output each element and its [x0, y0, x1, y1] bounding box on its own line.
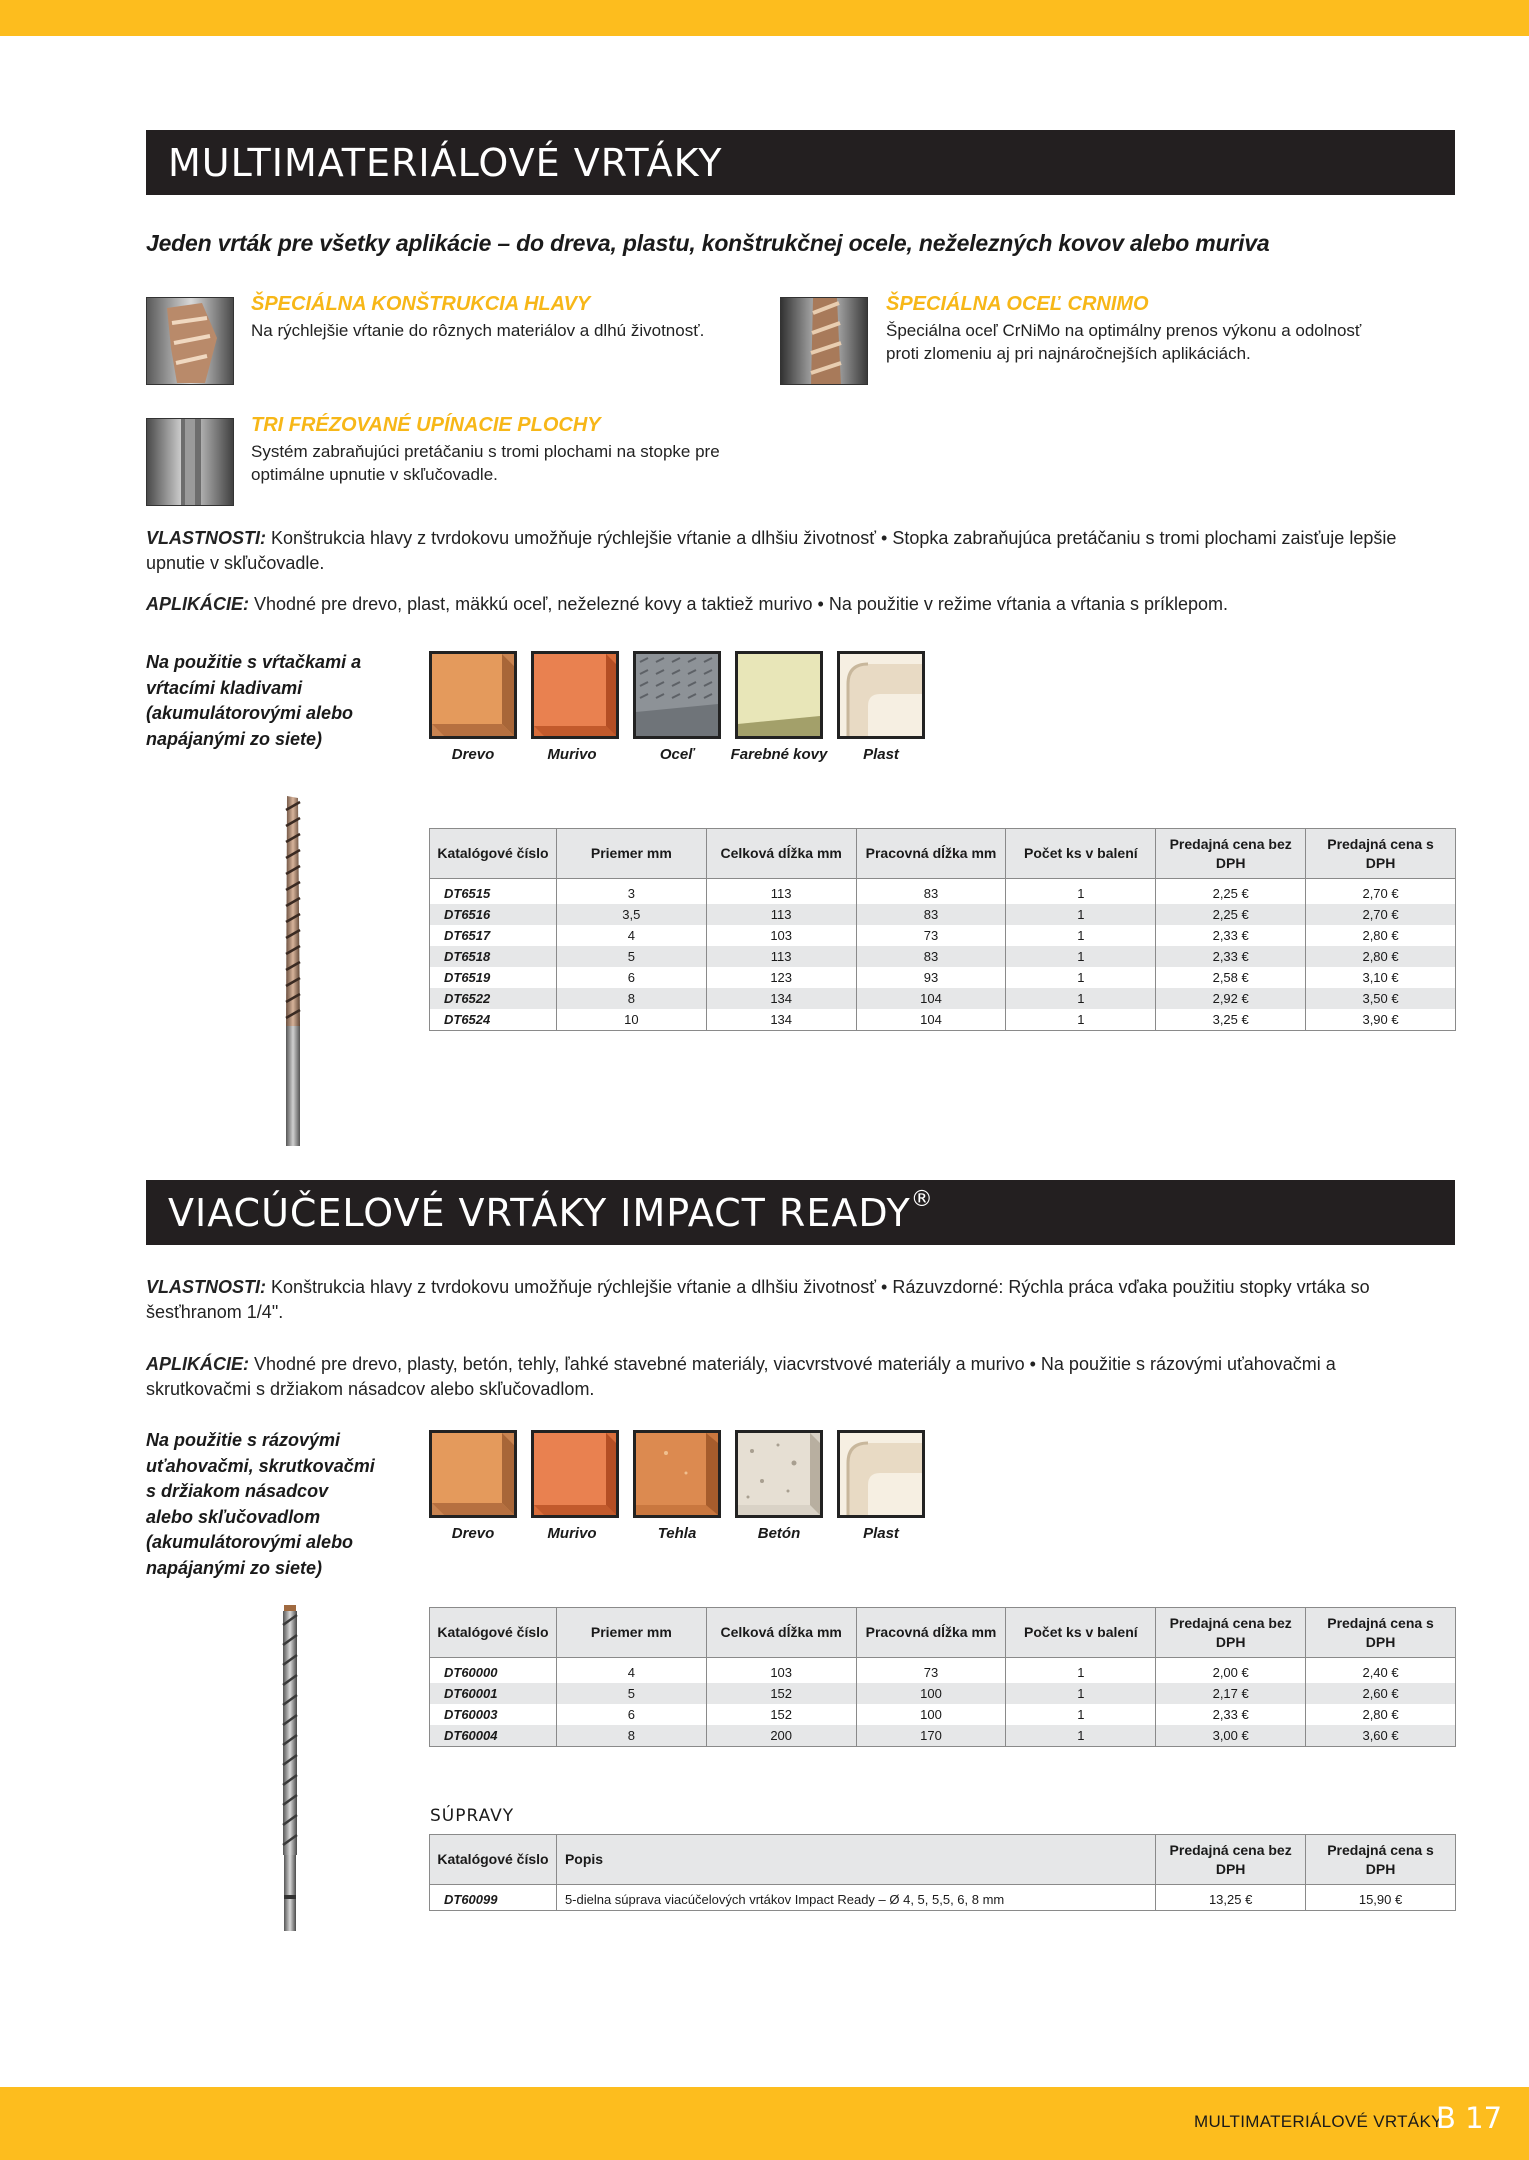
table-cell: 2,33 € [1156, 946, 1306, 967]
table-cell: 3,10 € [1306, 967, 1456, 988]
table-cell: DT6517 [430, 925, 557, 946]
table-cell: 200 [706, 1725, 856, 1747]
table-cell: 83 [856, 946, 1006, 967]
table-row [430, 1704, 1456, 1725]
table-cell: DT6518 [430, 946, 557, 967]
table-cell: 10 [556, 1009, 706, 1031]
col-header-price-net: Predajná cena bez DPH [1156, 1835, 1306, 1885]
material-label-concrete: Betón [757, 1525, 801, 1542]
col-header-diameter: Priemer mm [556, 1608, 706, 1658]
table-cell: 1 [1006, 946, 1156, 967]
footer-page-number: B 17 [1436, 2101, 1503, 2135]
material-steel-swatch [633, 651, 721, 739]
col-header-total-length: Celková dĺžka mm [706, 829, 856, 879]
table-row [430, 1885, 1456, 1911]
col-header-catalog: Katalógové číslo [430, 829, 557, 879]
table-row [430, 1683, 1456, 1704]
table-cell: 113 [706, 879, 856, 905]
table-row [430, 879, 1456, 905]
table-cell: 104 [856, 988, 1006, 1009]
table-cell: 6 [556, 967, 706, 988]
table-cell: 4 [556, 925, 706, 946]
col-header-price-gross: Predajná cena s DPH [1306, 1835, 1456, 1885]
material-label-brick: Tehla [657, 1525, 697, 1542]
applications-label: APLIKÁCIE: [146, 594, 249, 614]
table-cell: 1 [1006, 879, 1156, 905]
table-cell: 100 [856, 1704, 1006, 1725]
material-label-plastic: Plast [863, 1525, 899, 1542]
applications-text: Vhodné pre drevo, plast, mäkkú oceľ, neželezné kovy a taktiež murivo • Na použitie v režime vŕtania a vŕtania s príklepom. [249, 594, 1229, 614]
material-plastic-swatch [837, 651, 925, 739]
material-wood-swatch [429, 651, 517, 739]
table-cell: 2,58 € [1156, 967, 1306, 988]
section-header-multimaterial [146, 130, 1455, 195]
material-label-plastic: Plast [863, 746, 899, 763]
table-cell: 93 [856, 967, 1006, 988]
drill-shank-image [146, 418, 234, 506]
table-cell: DT60000 [430, 1658, 557, 1684]
table-cell: 2,70 € [1306, 904, 1456, 925]
table-cell: 2,25 € [1156, 879, 1306, 905]
material-wood-swatch [429, 1430, 517, 1518]
feature-text-shank: Systém zabraňujúci pretáčaniu s tromi plochami na stopke pre optimálne upnutie v skľučovadle. [251, 442, 720, 484]
table-cell: DT60004 [430, 1725, 557, 1747]
table-cell: 100 [856, 1683, 1006, 1704]
table-cell: 3,90 € [1306, 1009, 1456, 1031]
material-masonry-swatch [531, 651, 619, 739]
properties-label: VLASTNOSTI: [146, 528, 266, 548]
table-row [430, 1658, 1456, 1684]
table-cell: 83 [856, 879, 1006, 905]
table-cell: 8 [556, 1725, 706, 1747]
properties-text: Konštrukcia hlavy z tvrdokovu umožňuje rýchlejšie vŕtanie a dlhšiu životnosť • Rázuvzdorné: Rýchla práca vďaka použitiu stopky vrtáka so šesťhranom 1/4". [146, 1277, 1370, 1322]
table-cell: 113 [706, 904, 856, 925]
table-row [430, 1725, 1456, 1747]
table-cell: 1 [1006, 1658, 1156, 1684]
col-header-price-net: Predajná cena bez DPH [1156, 829, 1306, 879]
table-cell: 3,00 € [1156, 1725, 1306, 1747]
table-cell: 73 [856, 1658, 1006, 1684]
section-title: VIACÚČELOVÉ VRTÁKY IMPACT READY [168, 1191, 911, 1235]
table-row [430, 967, 1456, 988]
section-subtitle: Jeden vrták pre všetky aplikácie – do dreva, plastu, konštrukčnej ocele, neželezných kovov alebo muriva [146, 230, 1270, 256]
material-masonry-swatch [531, 1430, 619, 1518]
applications-text: Vhodné pre drevo, plasty, betón, tehly, ľahké stavebné materiály, viacvrstvové materiály a murivo • Na použitie s rázovými uťahovačmi a skrutkovačmi s držiakom násadcov alebo skľučovadlom. [146, 1354, 1336, 1399]
col-header-price-gross: Predajná cena s DPH [1306, 829, 1456, 879]
registered-mark: ® [910, 1187, 934, 1212]
table-row [430, 1009, 1456, 1031]
material-label-masonry: Murivo [547, 746, 597, 763]
drill-head-image [146, 297, 234, 385]
material-label-masonry: Murivo [547, 1525, 597, 1542]
col-header-working-length: Pracovná dĺžka mm [856, 1608, 1006, 1658]
properties-paragraph [146, 1275, 1446, 1325]
table-cell: 104 [856, 1009, 1006, 1031]
material-label-nonferrous: Farebné kovy [730, 746, 828, 763]
table-cell: 2,00 € [1156, 1658, 1306, 1684]
table-cell: 2,40 € [1306, 1658, 1456, 1684]
feature-heading-head-design: ŠPECIÁLNA KONŠTRUKCIA HLAVY [251, 293, 591, 315]
table-cell: 5 [556, 1683, 706, 1704]
feature-text-head-design: Na rýchlejšie vŕtanie do rôznych materiálov a dlhú životnosť. [251, 321, 705, 340]
table-cell: 6 [556, 1704, 706, 1725]
table-cell: 1 [1006, 925, 1156, 946]
table-cell: 170 [856, 1725, 1006, 1747]
properties-text: Konštrukcia hlavy z tvrdokovu umožňuje rýchlejšie vŕtanie a dlhšiu životnosť • Stopka zabraňujúca pretáčaniu s tromi plochami zaisťuje lepšie upnutie v skľučovadle. [146, 528, 1397, 573]
table-cell: 3,25 € [1156, 1009, 1306, 1031]
table-cell: 1 [1006, 1704, 1156, 1725]
table-cell: DT6519 [430, 967, 557, 988]
table-cell: 2,17 € [1156, 1683, 1306, 1704]
col-header-price-net: Predajná cena bez DPH [1156, 1608, 1306, 1658]
impact-drill-bit-image [278, 1605, 302, 1936]
table-cell: 103 [706, 925, 856, 946]
table-cell: 2,60 € [1306, 1683, 1456, 1704]
applications-paragraph [146, 1352, 1396, 1402]
col-header-pack-count: Počet ks v balení [1006, 1608, 1156, 1658]
table-cell: 2,80 € [1306, 946, 1456, 967]
table-cell: DT6515 [430, 879, 557, 905]
table-cell: DT6516 [430, 904, 557, 925]
properties-label: VLASTNOSTI: [146, 1277, 266, 1297]
table-cell: 1 [1006, 967, 1156, 988]
applications-paragraph [146, 592, 1446, 617]
table-cell: 1 [1006, 1009, 1156, 1031]
feature-text-steel: Špeciálna oceľ CrNiMo na optimálny prenos výkonu a odolnosť proti zlomeniu aj pri najnáročnejších aplikáciách. [886, 321, 1362, 363]
material-brick-swatch [633, 1430, 721, 1518]
col-header-working-length: Pracovná dĺžka mm [856, 829, 1006, 879]
table-cell: 3,5 [556, 904, 706, 925]
table-row [430, 988, 1456, 1009]
table-cell: DT60099 [430, 1885, 557, 1911]
product-table-impact-ready [429, 1607, 1456, 1747]
table-cell: DT6522 [430, 988, 557, 1009]
table-row [430, 946, 1456, 967]
table-cell: 83 [856, 904, 1006, 925]
table-cell: 4 [556, 1658, 706, 1684]
material-label-wood: Drevo [451, 1525, 495, 1542]
table-row [430, 925, 1456, 946]
drill-steel-image [780, 297, 868, 385]
feature-heading-steel: ŠPECIÁLNA OCEĽ CRNIMO [886, 293, 1149, 315]
material-label-steel: Oceľ [659, 746, 695, 763]
section-header-impact-ready [146, 1180, 1455, 1245]
multimaterial-drill-bit-image [280, 796, 306, 1151]
col-header-price-gross: Predajná cena s DPH [1306, 1608, 1456, 1658]
table-cell: 1 [1006, 1683, 1156, 1704]
table-cell: 113 [706, 946, 856, 967]
table-cell: 103 [706, 1658, 856, 1684]
table-cell: 2,80 € [1306, 925, 1456, 946]
table-row [430, 904, 1456, 925]
table-cell: 152 [706, 1704, 856, 1725]
material-plastic-swatch [837, 1430, 925, 1518]
table-cell: 152 [706, 1683, 856, 1704]
tool-use-note: Na použitie s rázovými uťahovačmi, skrutkovačmi s držiakom násadcov alebo skľučovadlom (akumulátorovými alebo napájanými zo siete) [146, 1430, 375, 1578]
table-cell: 123 [706, 967, 856, 988]
table-cell: 2,92 € [1156, 988, 1306, 1009]
col-header-total-length: Celková dĺžka mm [706, 1608, 856, 1658]
table-cell: 5 [556, 946, 706, 967]
col-header-diameter: Priemer mm [556, 829, 706, 879]
table-cell: 3,50 € [1306, 988, 1456, 1009]
table-cell: 1 [1006, 988, 1156, 1009]
table-cell: 5-dielna súprava viacúčelových vrtákov Impact Ready – Ø 4, 5, 5,5, 6, 8 mm [556, 1885, 1155, 1911]
material-label-wood: Drevo [451, 746, 495, 763]
feature-heading-shank: TRI FRÉZOVANÉ UPÍNACIE PLOCHY [251, 414, 601, 436]
col-header-pack-count: Počet ks v balení [1006, 829, 1156, 879]
applications-label: APLIKÁCIE: [146, 1354, 249, 1374]
tool-use-note: Na použitie s vŕtačkami a vŕtacími kladivami (akumulátorovými alebo napájanými zo siete) [146, 652, 362, 749]
material-concrete-swatch [735, 1430, 823, 1518]
table-cell: DT6524 [430, 1009, 557, 1031]
table-cell: 3 [556, 879, 706, 905]
col-header-catalog: Katalógové číslo [430, 1608, 557, 1658]
section-title: MULTIMATERIÁLOVÉ VRTÁKY [168, 141, 723, 185]
table-cell: 2,33 € [1156, 1704, 1306, 1725]
footer-section-title: MULTIMATERIÁLOVÉ VRTÁKY [1194, 2112, 1443, 2131]
table-cell: 8 [556, 988, 706, 1009]
top-accent-bar [0, 0, 1529, 36]
table-cell: 2,80 € [1306, 1704, 1456, 1725]
table-cell: 134 [706, 988, 856, 1009]
table-cell: 1 [1006, 1725, 1156, 1747]
table-cell: 15,90 € [1306, 1885, 1456, 1911]
sets-title: SÚPRAVY [430, 1806, 515, 1826]
table-cell: 2,25 € [1156, 904, 1306, 925]
material-nonferrous-swatch [735, 651, 823, 739]
table-cell: 2,70 € [1306, 879, 1456, 905]
table-cell: DT60003 [430, 1704, 557, 1725]
table-cell: 13,25 € [1156, 1885, 1306, 1911]
sets-table [429, 1834, 1456, 1911]
table-cell: 2,33 € [1156, 925, 1306, 946]
table-cell: DT60001 [430, 1683, 557, 1704]
product-table-multimaterial [429, 828, 1456, 1031]
col-header-description: Popis [556, 1835, 1155, 1885]
col-header-catalog: Katalógové číslo [430, 1835, 557, 1885]
table-cell: 73 [856, 925, 1006, 946]
table-cell: 3,60 € [1306, 1725, 1456, 1747]
table-cell: 134 [706, 1009, 856, 1031]
table-cell: 1 [1006, 904, 1156, 925]
properties-paragraph [146, 526, 1446, 576]
